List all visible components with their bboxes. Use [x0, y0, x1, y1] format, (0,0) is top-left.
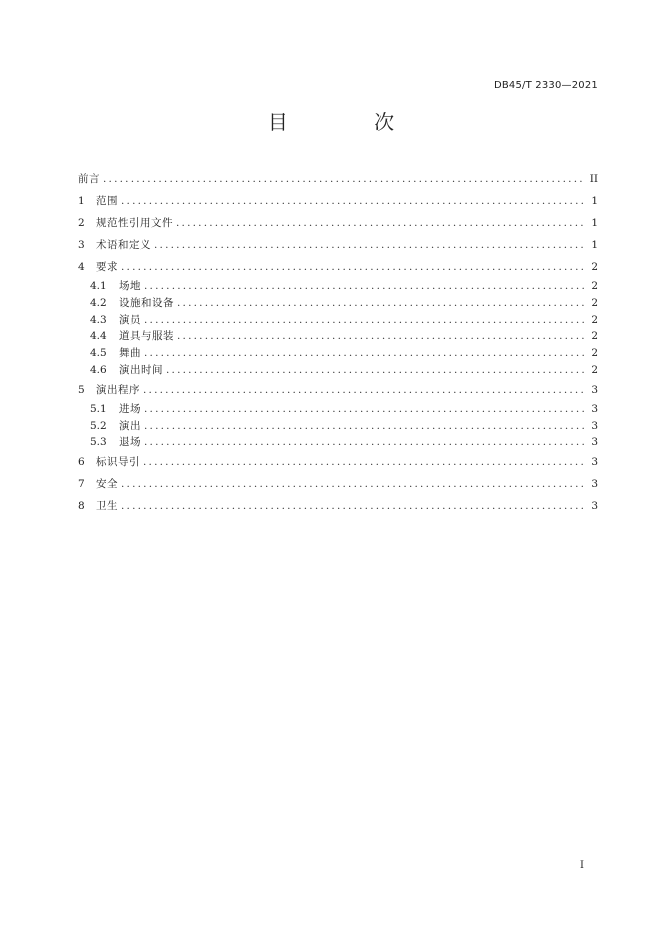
- toc-leader-dots: [144, 312, 584, 329]
- toc-entry[interactable]: [78, 379, 598, 401]
- table-of-contents: [78, 168, 598, 517]
- toc-leader-dots: [176, 212, 584, 234]
- toc-entry-number: 3: [78, 239, 85, 251]
- toc-entry-number: 4.4: [90, 330, 107, 343]
- toc-entry-label: 演员: [119, 313, 141, 326]
- toc-entry-label: 标识导引: [96, 456, 140, 469]
- toc-entry-number: 1: [78, 195, 85, 207]
- toc-entry-page: 2: [591, 347, 598, 360]
- toc-entry-page: II: [589, 173, 598, 185]
- toc-entry-label: 规范性引用文件: [96, 217, 173, 229]
- toc-entry[interactable]: [78, 451, 598, 473]
- toc-entry-label: 安全: [96, 478, 118, 491]
- document-code: DB45/T 2330—2021: [493, 80, 598, 91]
- toc-leader-dots: [121, 473, 584, 495]
- toc-leader-dots: [121, 190, 584, 212]
- toc-entry-label: 设施和设备: [119, 296, 174, 309]
- toc-entry[interactable]: [78, 328, 598, 345]
- toc-leader-dots: [144, 401, 584, 418]
- toc-leader-dots: [103, 168, 584, 190]
- toc-leader-dots: [143, 451, 584, 473]
- toc-entry-label: 范围: [96, 195, 118, 207]
- toc-leader-dots: [121, 256, 584, 278]
- toc-entry-page: 3: [591, 419, 598, 432]
- toc-entry-number: 4: [78, 261, 85, 273]
- toc-leader-dots: [144, 418, 584, 435]
- toc-entry[interactable]: [78, 168, 598, 190]
- toc-entry-label: 演出: [119, 419, 141, 432]
- toc-entry-page: 3: [591, 500, 598, 513]
- toc-entry[interactable]: [78, 362, 598, 379]
- toc-entry-page: 2: [591, 296, 598, 309]
- toc-entry-page: 3: [591, 436, 598, 449]
- toc-entry-number: 2: [78, 217, 85, 229]
- page-title: 目 次: [267, 110, 435, 134]
- toc-entry[interactable]: [78, 234, 598, 256]
- toc-entry-page: 1: [591, 217, 598, 229]
- toc-entry-number: 4.1: [90, 280, 107, 292]
- toc-entry-number: 5.3: [90, 436, 107, 449]
- toc-entry-number: 4.3: [90, 313, 107, 326]
- toc-entry[interactable]: [78, 401, 598, 418]
- toc-entry-page: 2: [591, 261, 598, 273]
- toc-entry-page: 1: [591, 195, 598, 207]
- toc-entry[interactable]: [78, 473, 598, 495]
- toc-entry[interactable]: [78, 418, 598, 435]
- toc-entry-label: 前言: [78, 173, 100, 185]
- toc-leader-dots: [177, 295, 584, 312]
- toc-entry-label: 演出程序: [96, 383, 140, 396]
- toc-entry[interactable]: [78, 295, 598, 312]
- toc-entry[interactable]: [78, 434, 598, 451]
- toc-entry-number: 4.5: [90, 347, 107, 360]
- toc-leader-dots: [154, 234, 584, 256]
- toc-leader-dots: [144, 278, 584, 295]
- toc-entry-number: 6: [78, 456, 85, 469]
- toc-entry-label: 术语和定义: [96, 239, 151, 251]
- toc-entry-number: 7: [78, 478, 85, 491]
- toc-entry-page: 3: [591, 456, 598, 469]
- toc-entry-label: 道具与服装: [119, 330, 174, 343]
- toc-entry-page: 2: [591, 330, 598, 343]
- toc-leader-dots: [144, 434, 584, 451]
- toc-entry-number: 5: [78, 383, 85, 396]
- toc-entry[interactable]: [78, 495, 598, 517]
- toc-entry-page: 2: [591, 363, 598, 376]
- toc-leader-dots: [177, 328, 584, 345]
- toc-entry-page: 1: [591, 239, 598, 251]
- toc-entry[interactable]: [78, 312, 598, 329]
- toc-leader-dots: [121, 495, 584, 517]
- toc-entry-number: 5.2: [90, 419, 107, 432]
- toc-entry-label: 进场: [119, 402, 141, 415]
- toc-entry-label: 卫生: [96, 500, 118, 513]
- toc-entry-number: 4.6: [90, 363, 107, 376]
- toc-entry-page: 3: [591, 383, 598, 396]
- toc-entry-page: 2: [591, 280, 598, 292]
- toc-entry-page: 3: [591, 402, 598, 415]
- toc-entry-label: 演出时间: [119, 363, 163, 376]
- toc-entry-label: 舞曲: [119, 347, 141, 360]
- toc-entry[interactable]: [78, 190, 598, 212]
- toc-entry[interactable]: [78, 345, 598, 362]
- toc-entry-number: 4.2: [90, 296, 107, 309]
- toc-leader-dots: [143, 379, 584, 401]
- toc-entry-number: 5.1: [90, 402, 107, 415]
- toc-entry-label: 要求: [96, 261, 118, 273]
- toc-entry-page: 2: [591, 313, 598, 326]
- toc-entry[interactable]: [78, 278, 598, 295]
- toc-entry-label: 退场: [119, 436, 141, 449]
- toc-entry-number: 8: [78, 500, 85, 513]
- toc-entry-page: 3: [591, 478, 598, 491]
- toc-entry[interactable]: [78, 212, 598, 234]
- toc-entry[interactable]: [78, 256, 598, 278]
- toc-leader-dots: [166, 362, 584, 379]
- toc-leader-dots: [144, 345, 584, 362]
- toc-entry-label: 场地: [119, 280, 141, 292]
- page-number: I: [580, 860, 584, 871]
